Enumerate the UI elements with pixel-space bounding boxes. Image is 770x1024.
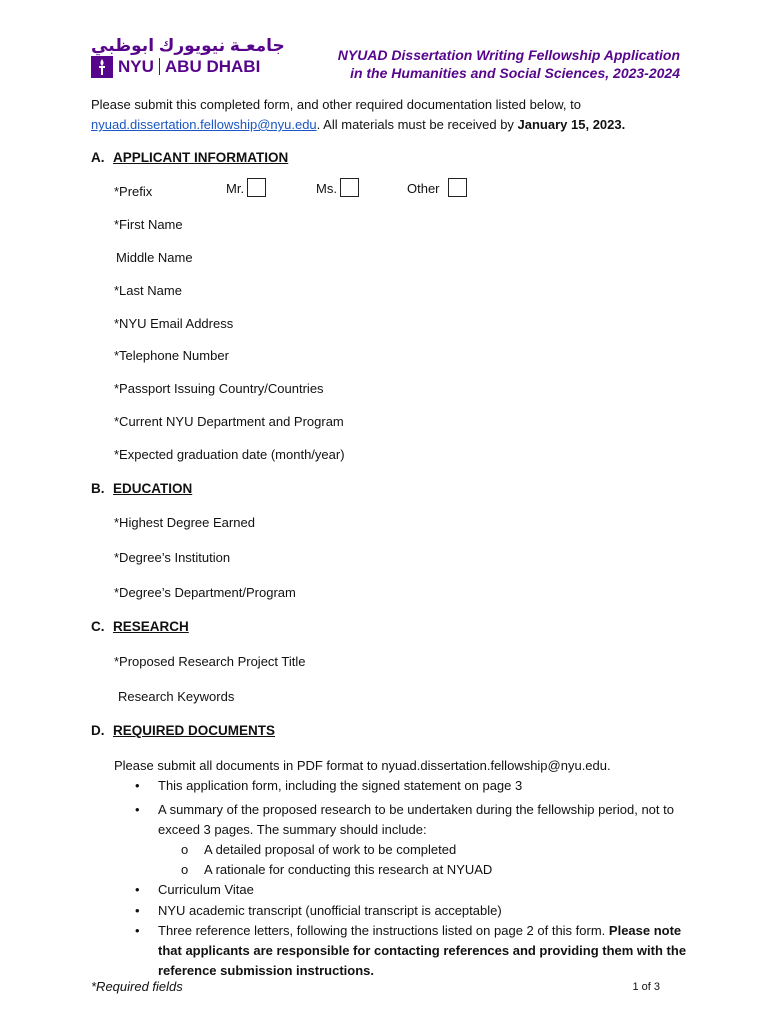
ms-label: Ms. <box>316 181 337 196</box>
prefix-other[interactable] <box>407 178 467 197</box>
section-a-heading <box>91 150 288 165</box>
intro-paragraph <box>91 95 691 135</box>
page-number: 1 of 3 <box>632 981 660 993</box>
list-line: exceed 3 pages. The summary should include: <box>158 822 427 837</box>
list-item-text <box>158 921 688 981</box>
section-title: EDUCATION <box>113 481 193 496</box>
telephone-field[interactable]: *Telephone Number <box>114 348 229 363</box>
intro-text-2: . All materials must be received by <box>316 117 518 132</box>
department-program-field[interactable]: *Current NYU Department and Program <box>114 414 344 429</box>
sub-bullet: o <box>181 842 189 857</box>
nyu-email-field[interactable]: *NYU Email Address <box>114 316 234 331</box>
passport-country-field[interactable]: *Passport Issuing Country/Countries <box>114 381 324 396</box>
list-item: • <box>135 882 140 897</box>
list-line <box>158 961 688 981</box>
list-bold: reference submission instructions. <box>158 963 375 978</box>
section-num: B. <box>91 481 105 496</box>
list-item: • <box>135 802 140 817</box>
section-c-heading <box>91 619 189 634</box>
section-b-heading <box>91 481 192 496</box>
section-num: D. <box>91 723 105 738</box>
list-item: • <box>135 903 140 918</box>
fellowship-email-link[interactable]: nyuad.dissertation.fellowship@nyu.edu <box>91 117 317 132</box>
sub-item-text: A detailed proposal of work to be completed <box>204 842 457 857</box>
section-num: A. <box>91 150 105 165</box>
list-line: A summary of the proposed research to be undertaken during the fellowship period, not to <box>158 802 674 817</box>
logo-english <box>118 57 260 77</box>
title-line-2: in the Humanities and Social Sciences, 2023-2024 <box>350 65 680 81</box>
sub-bullet: o <box>181 862 189 877</box>
degree-department-field[interactable]: *Degree’s Department/Program <box>114 585 296 600</box>
list-item-text: Curriculum Vitae <box>158 882 254 897</box>
other-checkbox[interactable] <box>448 178 467 197</box>
nyu-torch-logo-icon <box>91 56 113 78</box>
logo-nyu: NYU <box>118 57 154 76</box>
section-title: APPLICANT INFORMATION <box>113 150 289 165</box>
list-line <box>158 941 688 961</box>
documents-intro: Please submit all documents in PDF format to nyuad.dissertation.fellowship@nyu.edu. <box>114 758 611 773</box>
project-title-field[interactable]: *Proposed Research Project Title <box>114 654 306 669</box>
list-item: • <box>135 923 140 938</box>
required-fields-note: *Required fields <box>91 979 183 994</box>
mr-label: Mr. <box>226 181 245 196</box>
section-d-heading <box>91 723 275 738</box>
logo-abu-dhabi: ABU DHABI <box>164 57 261 76</box>
form-title <box>338 46 680 82</box>
sub-item-text: A rationale for conducting this research at NYUAD <box>204 862 493 877</box>
research-keywords-field[interactable]: Research Keywords <box>118 689 235 704</box>
list-item-text <box>158 800 674 840</box>
other-label: Other <box>407 181 440 196</box>
prefix-label: *Prefix <box>114 184 153 199</box>
list-line <box>158 921 688 941</box>
title-line-1: NYUAD Dissertation Writing Fellowship Application <box>337 47 680 63</box>
prefix-mr[interactable] <box>226 178 266 197</box>
highest-degree-field[interactable]: *Highest Degree Earned <box>114 515 255 530</box>
intro-text: Please submit this completed form, and other required documentation listed below, to <box>91 97 581 112</box>
deadline: January 15, 2023. <box>517 117 626 132</box>
section-num: C. <box>91 619 105 634</box>
section-title: RESEARCH <box>113 619 189 634</box>
ms-checkbox[interactable] <box>340 178 359 197</box>
degree-institution-field[interactable]: *Degree’s Institution <box>114 550 231 565</box>
last-name-field[interactable]: *Last Name <box>114 283 182 298</box>
middle-name-field[interactable]: Middle Name <box>116 250 193 265</box>
graduation-date-field[interactable]: *Expected graduation date (month/year) <box>114 447 345 462</box>
list-item-text: NYU academic transcript (unofficial transcript is acceptable) <box>158 903 502 918</box>
list-bold: that applicants are responsible for contacting references and providing them with the <box>158 943 687 958</box>
first-name-field[interactable]: *First Name <box>114 217 183 232</box>
logo-arabic: جامعـة نيويورك ابوظبي <box>91 36 285 55</box>
list-item-text: This application form, including the signed statement on page 3 <box>158 778 523 793</box>
section-title: REQUIRED DOCUMENTS <box>113 723 276 738</box>
mr-checkbox[interactable] <box>247 178 266 197</box>
list-item: • <box>135 778 140 793</box>
list-text: Three reference letters, following the instructions listed on page 2 of this form. <box>158 923 609 938</box>
prefix-ms[interactable] <box>316 178 359 197</box>
list-bold: Please note <box>608 923 682 938</box>
